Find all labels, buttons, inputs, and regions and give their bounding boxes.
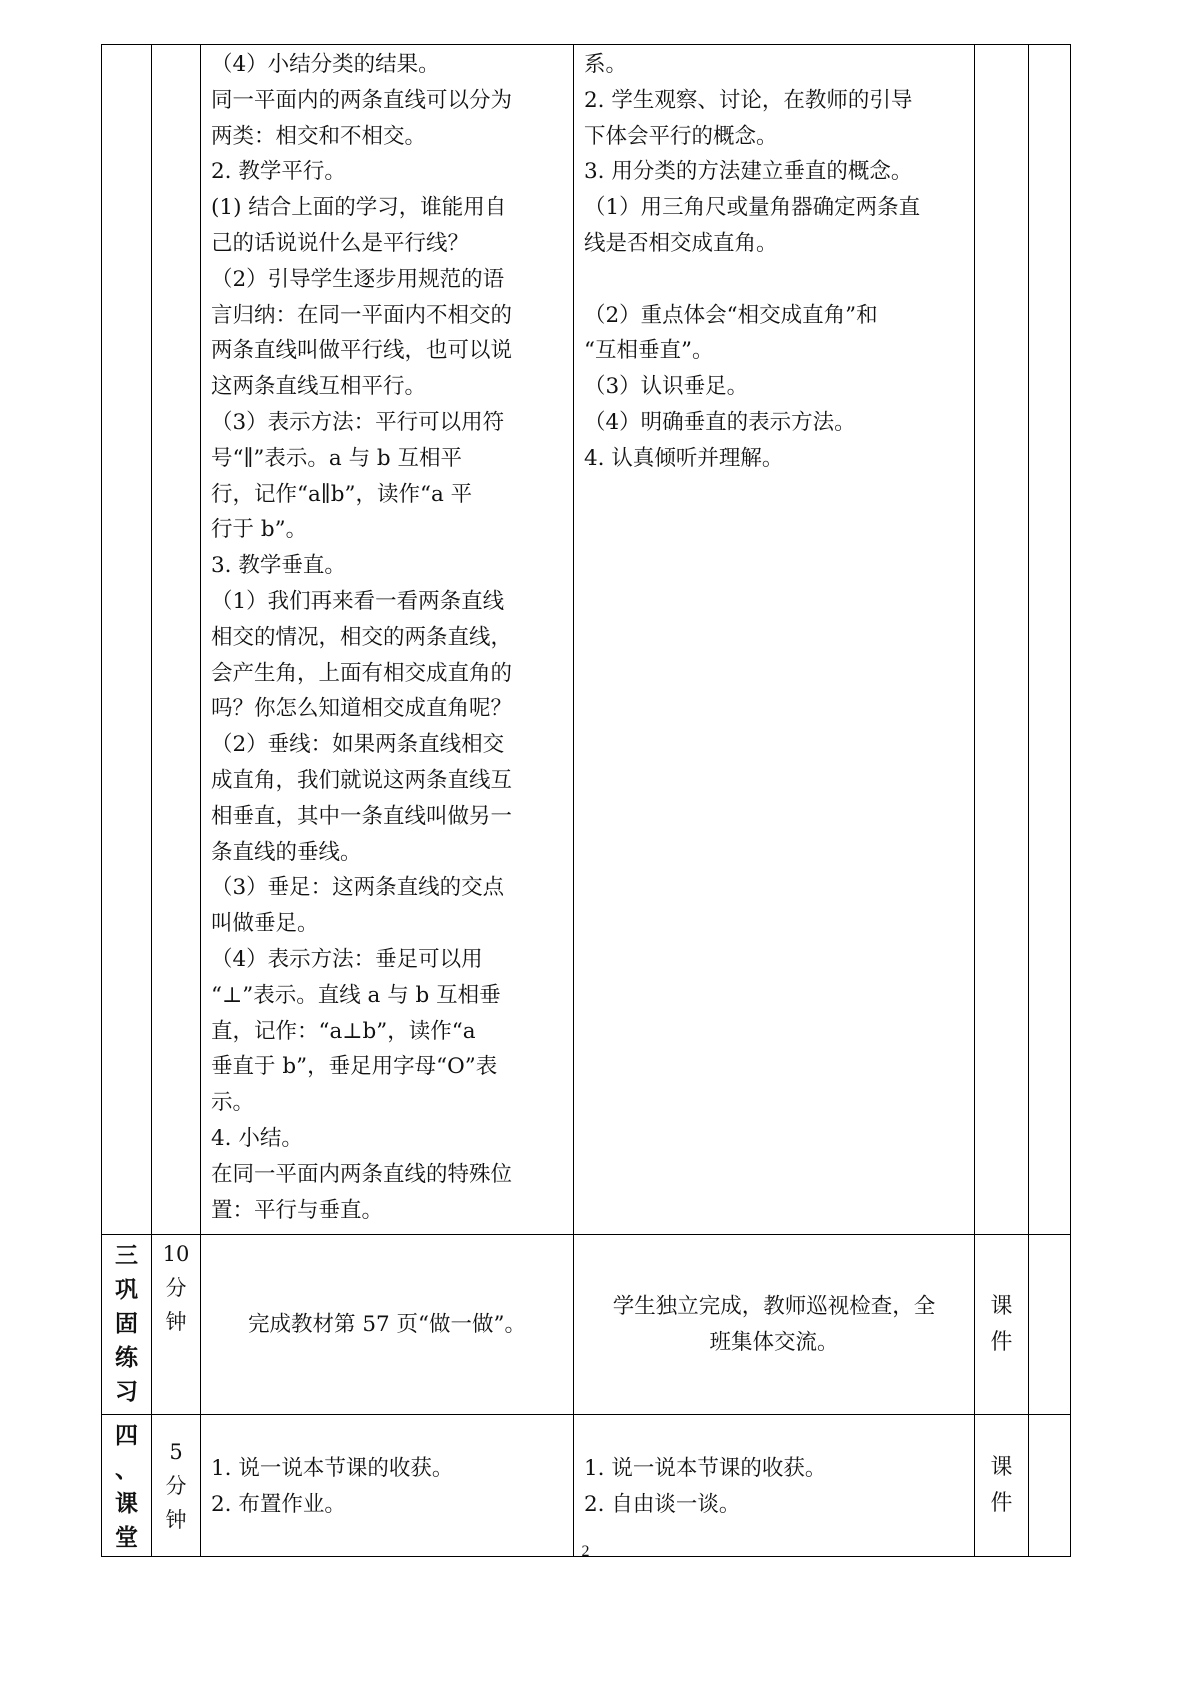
student-activity-cell: [574, 45, 975, 1235]
teacher-activity-cell: [201, 45, 574, 1235]
continued-row: [102, 45, 1071, 1235]
student-line: （1）用三角尺或量角器确定两条直: [584, 195, 921, 221]
resource-label-summary: [975, 1450, 1028, 1522]
practice-student-text: [574, 1289, 974, 1361]
stage-label-summary: [102, 1415, 151, 1555]
teacher-line: 号“∥”表示。a 与 b 互相平: [211, 445, 462, 471]
stage-char: 、: [115, 1456, 138, 1483]
resource-cell-summary: [975, 1415, 1029, 1557]
teacher-line: （4）小结分类的结果。: [211, 52, 440, 77]
stage-char: 三: [115, 1242, 138, 1269]
teacher-line: 这两条直线互相平行。: [211, 374, 427, 400]
time-char: 钟: [165, 1310, 187, 1334]
practice-teacher-text: 完成教材第 57 页“做一做”。: [247, 1311, 526, 1337]
teacher-line: (1) 结合上面的学习，谁能用自: [211, 195, 507, 221]
teacher-line: 相垂直，其中一条直线叫做另一: [211, 803, 513, 829]
teacher-line: 会产生角，上面有相交成直角的: [211, 660, 513, 686]
time-cell-summary: [152, 1415, 201, 1557]
student-activity-text: [574, 45, 974, 477]
student-line: 班集体交流。: [709, 1329, 839, 1355]
resource-char: 件: [990, 1490, 1013, 1516]
teacher-line: 己的话说说什么是平行线？: [211, 230, 470, 256]
resource-char: 课: [990, 1293, 1013, 1319]
teacher-line: 行于 b”。: [211, 517, 308, 543]
teacher-line: 3. 教学垂直。: [211, 553, 346, 579]
time-cell-empty: [152, 45, 201, 1235]
stage-label-practice: [102, 1235, 151, 1409]
notes-cell-practice: [1029, 1235, 1071, 1415]
resource-char: 课: [990, 1454, 1013, 1480]
teacher-line: 成直角，我们就说这两条直线互: [211, 767, 513, 793]
time-char: 分: [165, 1276, 187, 1300]
stage-char: 习: [115, 1378, 138, 1405]
teacher-line: 两条直线叫做平行线，也可以说: [211, 338, 513, 364]
teacher-activity-summary: [201, 1415, 574, 1557]
student-line: （3）认识垂足。: [584, 374, 749, 400]
teacher-line: 直，记作：“a⊥b”，读作“a: [211, 1018, 476, 1044]
student-activity-summary: [574, 1415, 975, 1557]
time-char: 10: [162, 1242, 190, 1266]
teacher-activity-practice: [201, 1235, 574, 1415]
resource-char: 件: [990, 1329, 1013, 1355]
student-line: 3. 用分类的方法建立垂直的概念。: [584, 159, 913, 185]
student-line: 线是否相交成直角。: [584, 230, 778, 256]
teacher-line: “⊥”表示。直线 a 与 b 互相垂: [211, 982, 501, 1008]
student-line: （4）明确垂直的表示方法。: [584, 409, 856, 435]
teacher-line: （3）表示方法：平行可以用符: [211, 409, 505, 435]
teacher-activity-text: [201, 45, 573, 1228]
summary-row: [102, 1415, 1071, 1557]
teacher-line: （3）垂足：这两条直线的交点: [211, 875, 505, 901]
time-char: 钟: [165, 1508, 187, 1532]
notes-cell-summary: [1029, 1415, 1071, 1557]
summary-student-text: [574, 1449, 974, 1523]
student-line: 2. 自由谈一谈。: [584, 1491, 741, 1517]
lesson-plan-table: [101, 44, 1071, 1557]
student-line: （2）重点体会“相交成直角”和: [584, 302, 878, 328]
teacher-line: 叫做垂足。: [211, 911, 319, 937]
student-line: [584, 262, 966, 298]
teacher-line: 垂直于 b”，垂足用字母“O”表: [211, 1054, 498, 1080]
stage-char: 巩: [115, 1276, 138, 1303]
time-char: 5: [169, 1440, 183, 1464]
stage-char: 课: [115, 1490, 138, 1517]
student-activity-practice: [574, 1235, 975, 1415]
teacher-line: （4）表示方法：垂足可以用: [211, 946, 483, 972]
notes-cell-empty: [1029, 45, 1071, 1235]
stage-cell-practice: [102, 1235, 152, 1415]
teacher-line: 行，记作“a∥b”，读作“a 平: [211, 481, 473, 507]
teacher-line: 2. 教学平行。: [211, 159, 346, 185]
teacher-line: （2）引导学生逐步用规范的语: [211, 266, 505, 292]
student-line: 系。: [584, 52, 628, 77]
student-line: 2. 学生观察、讨论，在教师的引导: [584, 87, 913, 113]
student-line: 下体会平行的概念。: [584, 123, 778, 149]
student-line: “互相垂直”。: [584, 338, 714, 364]
time-label-summary: [152, 1415, 200, 1537]
teacher-line: 相交的情况，相交的两条直线，: [211, 624, 513, 650]
resource-cell-empty: [975, 45, 1029, 1235]
resource-label-practice: [975, 1289, 1028, 1361]
summary-teacher-text: [201, 1449, 573, 1523]
teacher-line: 4. 小结。: [211, 1125, 303, 1151]
stage-char: 四: [115, 1422, 138, 1449]
teacher-line: 言归纳：在同一平面内不相交的: [211, 302, 513, 328]
teacher-line: （2）垂线：如果两条直线相交: [211, 732, 505, 758]
teacher-line: 1. 说一说本节课的收获。: [211, 1455, 454, 1481]
stage-char: 堂: [115, 1524, 138, 1551]
teacher-line: 置：平行与垂直。: [211, 1197, 384, 1223]
student-line: 1. 说一说本节课的收获。: [584, 1455, 827, 1481]
teacher-line: 示。: [211, 1090, 255, 1116]
stage-char: 固: [115, 1310, 138, 1337]
teacher-line: 吗？你怎么知道相交成直角呢？: [211, 696, 513, 722]
teacher-line: 两类：相交和不相交。: [211, 123, 427, 149]
student-line: 学生独立完成，教师巡视检查，全: [612, 1293, 936, 1319]
stage-cell-empty: [102, 45, 152, 1235]
stage-char: 练: [115, 1344, 138, 1371]
time-label-practice: [152, 1235, 200, 1339]
student-line: 4. 认真倾听并理解。: [584, 445, 784, 471]
teacher-line: （1）我们再来看一看两条直线: [211, 588, 505, 614]
teacher-line: 同一平面内的两条直线可以分为: [211, 87, 513, 113]
time-char: 分: [165, 1474, 187, 1498]
practice-row: [102, 1235, 1071, 1415]
stage-cell-summary: [102, 1415, 152, 1557]
resource-cell-practice: [975, 1235, 1029, 1415]
teacher-line: 条直线的垂线。: [211, 839, 362, 865]
teacher-line: 2. 布置作业。: [211, 1491, 346, 1517]
teacher-line: 在同一平面内两条直线的特殊位: [211, 1161, 513, 1187]
page-number: 2: [581, 1543, 590, 1560]
time-cell-practice: [152, 1235, 201, 1415]
